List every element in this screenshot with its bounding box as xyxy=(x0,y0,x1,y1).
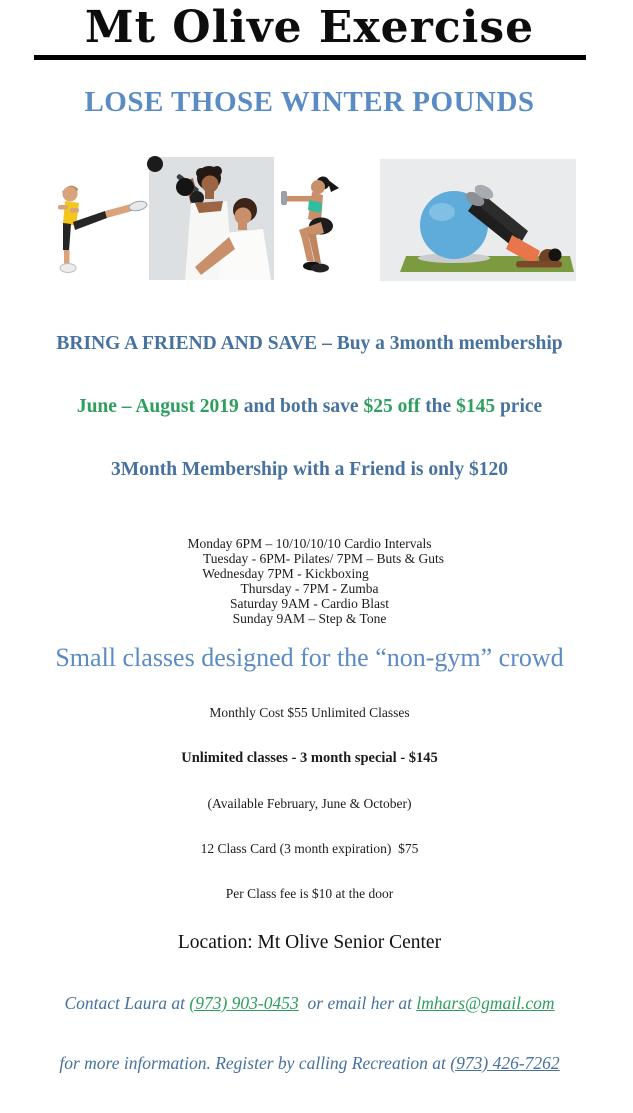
pricing-special: Unlimited classes - 3 month special - $145 xyxy=(181,749,438,766)
class-schedule xyxy=(0,536,619,626)
stability-ball-photo xyxy=(380,159,576,281)
schedule-line-tuesday: Tuesday - 6PM- Pilates/ 7PM – Buts & Guts xyxy=(202,550,445,566)
kickboxing-woman-photo xyxy=(43,179,149,275)
schedule-line-thursday: Thursday - 7PM - Zumba xyxy=(240,580,379,596)
location-line: Location: Mt Olive Senior Center xyxy=(177,931,442,953)
promo-price: $145 xyxy=(456,395,496,417)
headline: LOSE THOSE WINTER POUNDS xyxy=(84,85,535,118)
pricing-monthly: Monthly Cost $55 Unlimited Classes xyxy=(209,704,410,720)
phone-link-recreation[interactable]: (973) 426-7262 xyxy=(450,1052,560,1073)
pricing-class-card: 12 Class Card (3 month expiration) $75 xyxy=(200,840,419,856)
promo-line-3: 3Month Membership with a Friend is only $120 xyxy=(110,458,509,480)
pricing-details xyxy=(0,675,619,931)
tagline: Small classes designed for the “non-gym” crowd xyxy=(55,642,564,672)
schedule-line-monday: Monday 6PM – 10/10/10/10 Cardio Intervals xyxy=(187,535,432,551)
email-link[interactable]: lmhars@gmail.com xyxy=(416,992,555,1013)
title-underline xyxy=(34,55,586,60)
pricing-per-class: Per Class fee is $10 at the door xyxy=(225,885,394,901)
schedule-line-sunday: Sunday 9AM – Step & Tone xyxy=(232,610,387,626)
schedule-line-saturday: Saturday 9AM - Cardio Blast xyxy=(230,595,389,611)
schedule-line-wednesday: Wednesday 7PM - Kickboxing xyxy=(202,565,369,581)
squatting-woman-photo xyxy=(281,173,369,275)
pricing-availability: (Available February, June & October) xyxy=(207,795,412,811)
promo-dates: June – August 2019 xyxy=(76,395,244,417)
photo-strip xyxy=(0,157,619,285)
contact-line-1: Contact Laura at (973) 903-0453 or email her at lmhars@gmail.com xyxy=(64,992,555,1013)
phone-link-laura[interactable]: (973) 903-0453 xyxy=(189,992,299,1013)
promo-paragraph xyxy=(0,291,619,522)
promo-line-1: BRING A FRIEND AND SAVE – Buy a 3month membership xyxy=(56,332,563,354)
contact-info xyxy=(0,953,619,1113)
two-women-dumbbells-photo xyxy=(149,157,274,280)
promo-discount: $25 off xyxy=(363,395,426,417)
promo-line-2: June – August 2019 and both save $25 off the $145 price xyxy=(76,395,543,417)
contact-line-2: for more information. Register by calling Recreation at (973) 426-7262 xyxy=(59,1052,560,1073)
flyer-title: Mt Olive Exercise xyxy=(84,2,535,53)
